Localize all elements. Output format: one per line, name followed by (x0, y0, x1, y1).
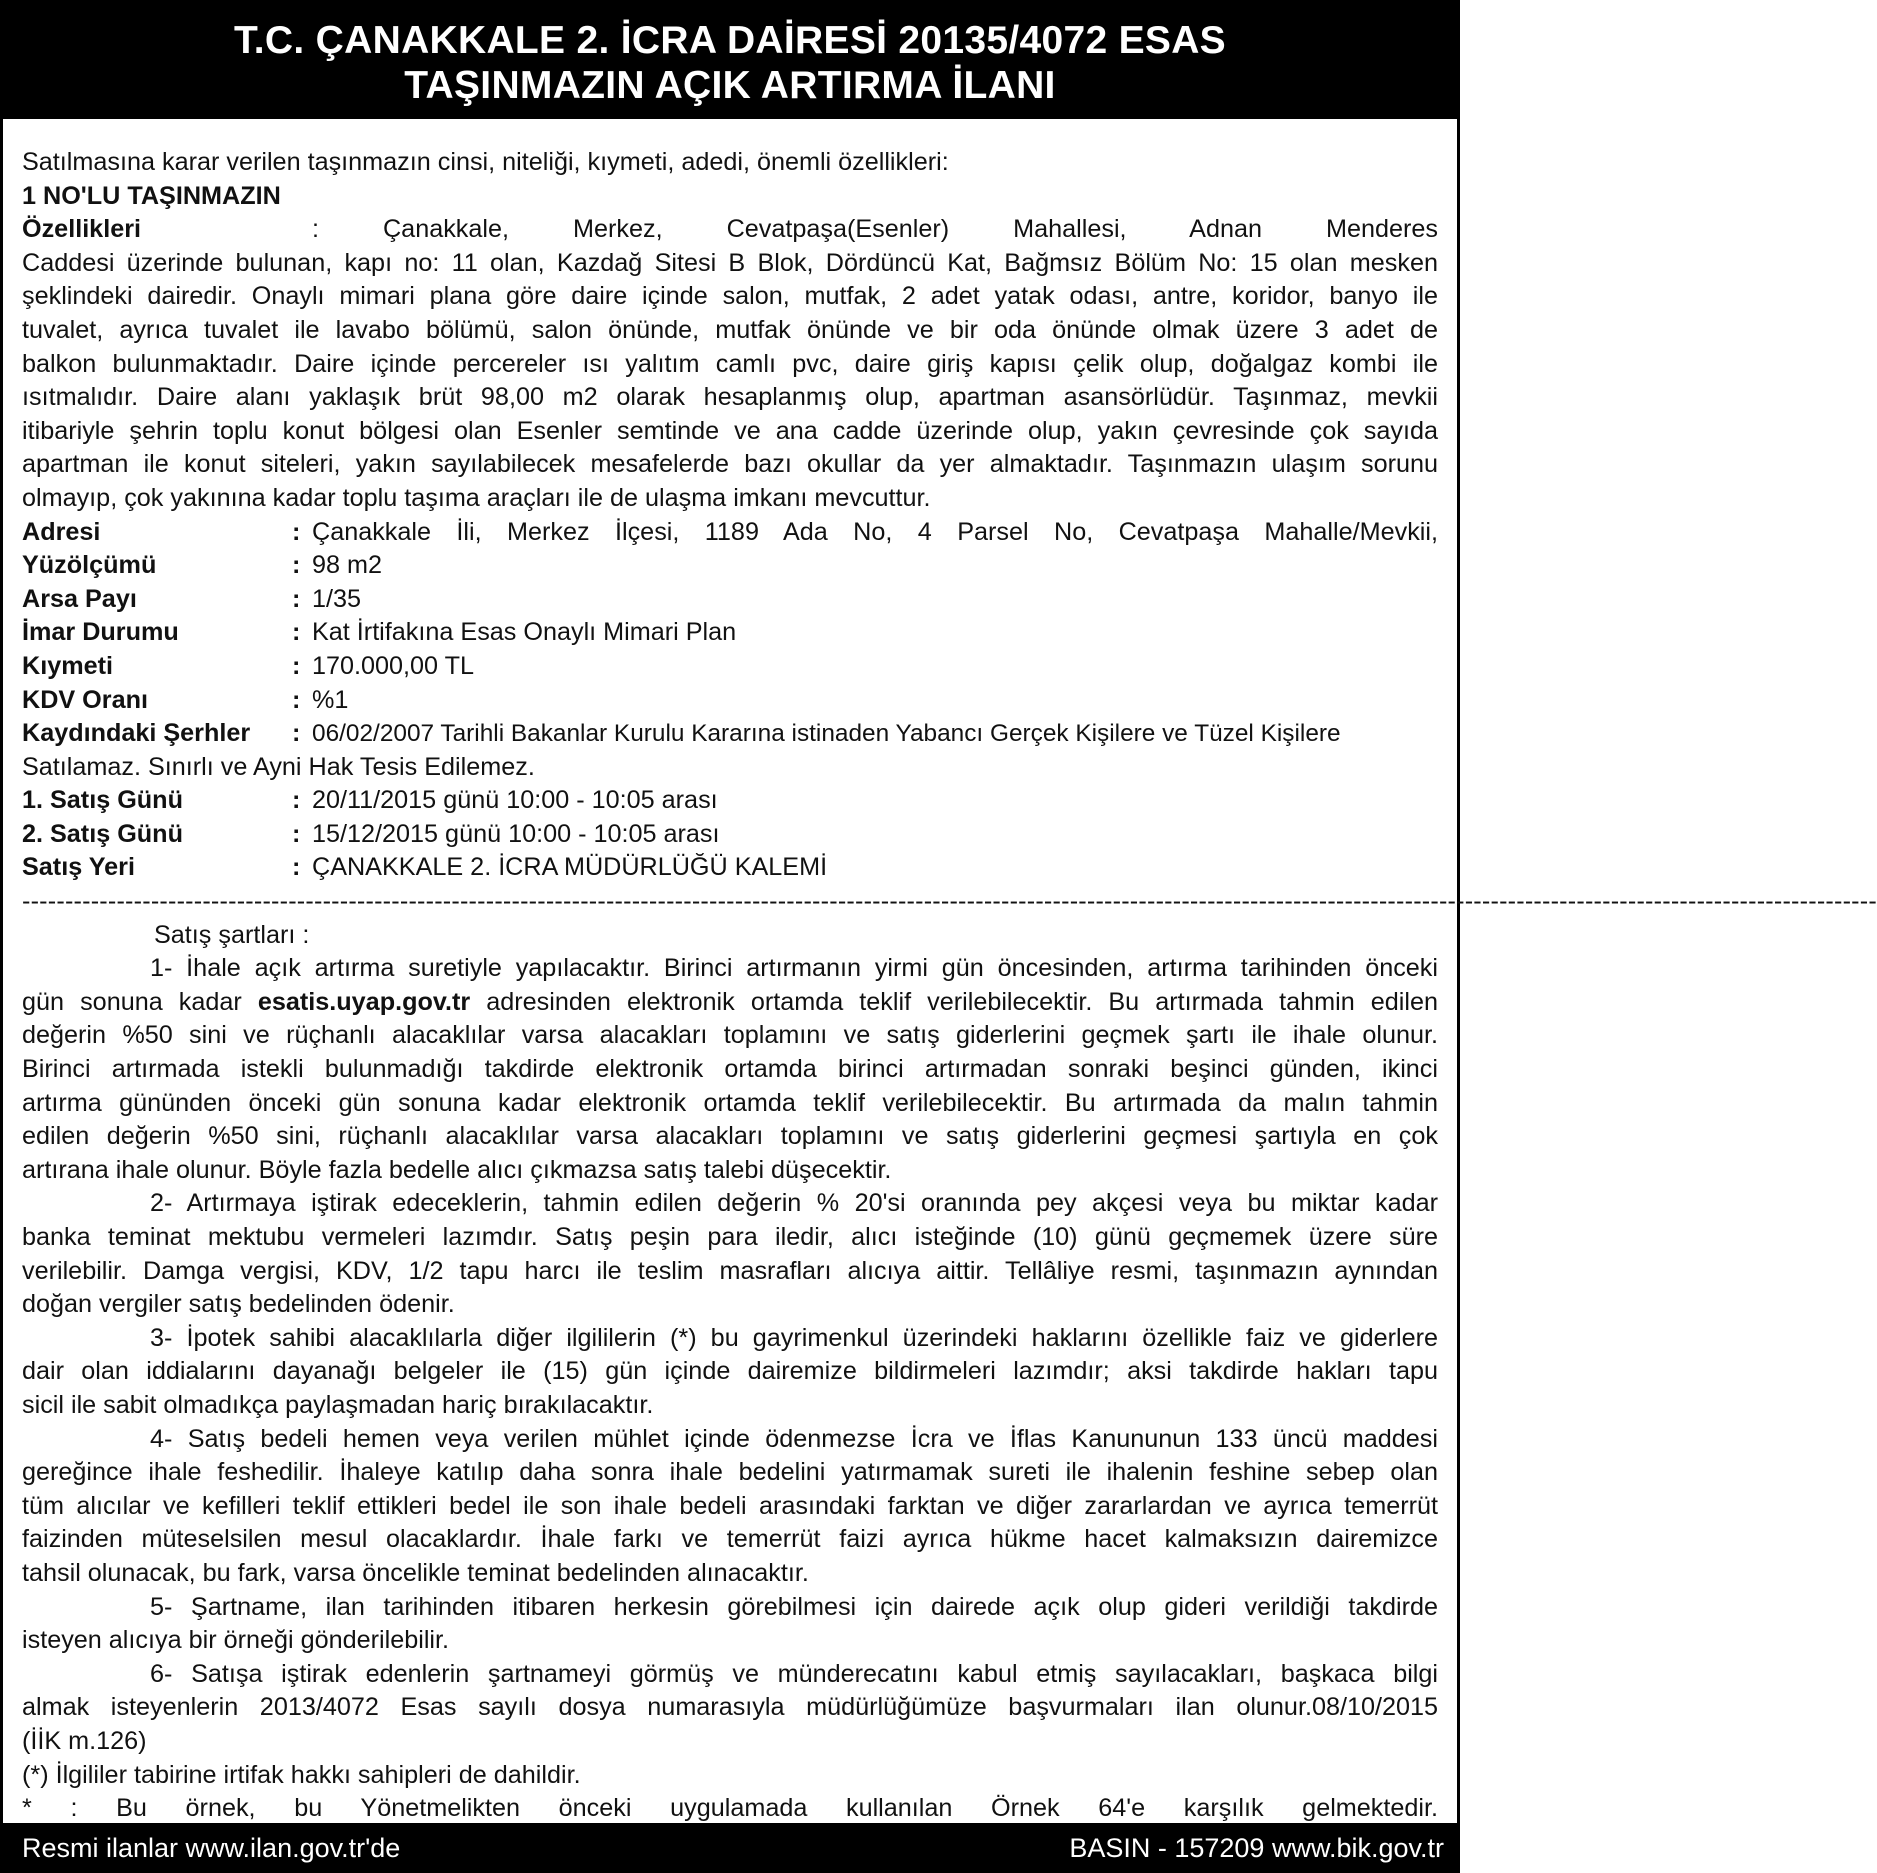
section-divider: ------------------------------------------------------------------------------------------------------------------------------------------------------------------------------------------------------------------------ (22, 887, 1877, 916)
condition-1-line: edilen değerin %50 sini, rüçhanlı alacaklılar varsa alacakları toplamını ve satış giderlerini geçmesi şartıyla en çok (22, 1122, 1438, 1151)
field-zoning (22, 616, 1438, 650)
condition-6-line: (İİK m.126) (22, 1726, 147, 1755)
conditions-title: Satış şartları : (154, 920, 310, 949)
field-sep: : (292, 551, 301, 580)
field-value: 1/35 (312, 584, 362, 613)
condition-5-line: isteyen alıcıya bir örneği gönderilebilir. (22, 1626, 450, 1655)
field-sep: : (292, 786, 301, 815)
field-label: 2. Satış Günü (22, 819, 183, 848)
condition-5-line: 5- Şartname, ilan tarihinden itibaren herkesin görebilmesi için dairede açık olup gideri verildiği takdirde (150, 1592, 1438, 1621)
field-address (22, 516, 1438, 550)
features-line: balkon bulunmaktadır. Daire içinde percereler ısı yalıtım camlı pvc, daire giriş kapısı çelik olup, doğalgaz kombi ile (22, 349, 1438, 378)
field-label: 1. Satış Günü (22, 786, 183, 815)
header-title: T.C. ÇANAKKALE 2. İCRA DAİRESİ 20135/4072 ESAS (234, 19, 1226, 62)
field-value-amount (22, 650, 1438, 684)
features-line: olmayıp, çok yakınına kadar toplu taşıma araçları ile de ulaşma imkanı mevcuttur. (22, 483, 931, 512)
field-sale-day-1 (22, 784, 1438, 818)
field-annotations (22, 717, 1438, 751)
condition-2-line: doğan vergiler satış bedelinden ödenir. (22, 1290, 455, 1319)
condition-2-line: 2- Artırmaya iştirak edeceklerin, tahmin edilen değerin % 20'si oranında pey akçesi veya bu miktar kadar (150, 1189, 1438, 1218)
features-text: : Çanakkale, Merkez, Cevatpaşa(Esenler) Mahallesi, Adnan Menderes (312, 215, 1438, 244)
field-value: 06/02/2007 Tarihli Bakanlar Kurulu Kararına istinaden Yabancı Gerçek Kişilere ve Tüzel Kişilere (312, 720, 1341, 748)
field-label: KDV Oranı (22, 685, 148, 714)
features-line: itibariyle şehrin toplu konut bölgesi olan Esenler semtinde ve ana cadde üzerinde olup, yakın çevresinde çok sayıda (22, 416, 1438, 445)
condition-4-line: 4- Satış bedeli hemen veya verilen mühlet içinde ödenmezse İcra ve İflas Kanununun 133 üncü maddesi (150, 1424, 1438, 1453)
features-line: ısıtmalıdır. Daire alanı yaklaşık brüt 98,00 m2 olarak hesaplanmış olup, apartman asansörlüdür. Taşınmaz, mevkii (22, 383, 1438, 412)
condition-1-line: 1- İhale açık artırma suretiyle yapılacaktır. Birinci artırmanın yirmi gün öncesinden, artırma tarihinden önceki (150, 954, 1438, 983)
field-value: 170.000,00 TL (312, 651, 474, 680)
condition-text: adresinden elektronik ortamda teklif verilebilecektir. Bu artırmada tahmin edilen (470, 987, 1438, 1016)
field-label: Adresi (22, 517, 101, 546)
field-sale-place (22, 851, 1438, 885)
field-vat (22, 684, 1438, 718)
annotations-continued: Satılamaz. Sınırlı ve Ayni Hak Tesis Edilemez. (22, 752, 535, 781)
field-label: İmar Durumu (22, 618, 179, 647)
field-label: Kıymeti (22, 651, 113, 680)
condition-4-line: tahsil olunacak, bu fark, varsa öncelikle teminat bedelinden alınacaktır. (22, 1558, 809, 1587)
field-sale-day-2 (22, 818, 1438, 852)
condition-1-line: değerin %50 sini ve rüçhanlı alacaklılar varsa alacakları toplamını ve satış giderlerini geçmek şartı ile ihale olunur. (22, 1021, 1438, 1050)
condition-text: gün sonuna kadar (22, 987, 258, 1016)
condition-4-line: gereğince ihale feshedilir. İhaleye katılıp daha sonra ihale bedelini yatırmamak sureti ile ihalenin feshine sebep olan (22, 1458, 1438, 1487)
condition-2-line: banka teminat mektubu vermeleri lazımdır. Satış peşin para iledir, alıcı isteğinde (10) günü geçmemek üzere süre (22, 1223, 1438, 1251)
field-value: 20/11/2015 günü 10:00 - 10:05 arası (312, 786, 718, 815)
page-header (0, 0, 1460, 119)
page-footer (0, 1823, 1460, 1873)
condition-4-line: faizinden müteselsilen mesul olacaklardır. İhale farkı ve temerrüt faizi ayrıca hükme hacet kalmaksızın dairemizce (22, 1525, 1438, 1554)
features-line: tuvalet, ayrıca tuvalet ile lavabo bölümü, salon önünde, mutfak önünde ve bir oda önünde olmak üzere 3 adet de (22, 315, 1438, 344)
field-sep: : (292, 618, 301, 647)
field-land-share (22, 583, 1438, 617)
condition-3-line: dair olan iddialarını dayanağı belgeler ile (15) gün içinde dairemize bildirmeleri lazımdır; aksi takdirde hakları tapu (22, 1357, 1438, 1386)
condition-1-line: artırana ihale olunur. Böyle fazla bedelle alıcı çıkmazsa satış talebi düşecektir. (22, 1155, 892, 1184)
field-value: ÇANAKKALE 2. İCRA MÜDÜRLÜĞÜ KALEMİ (312, 853, 828, 882)
field-sep: : (292, 719, 301, 748)
condition-1-line: artırma gününden önceki gün sonuna kadar elektronik ortamda teklif verilebilecektir. Bu artırmada da malın tahmin (22, 1088, 1438, 1117)
features-first-line (22, 213, 1438, 247)
condition-3-line: sicil ile sabit olmadıkça paylaşmadan hariç bırakılacaktır. (22, 1390, 654, 1419)
field-sep: : (292, 651, 301, 680)
field-label: Yüzölçümü (22, 551, 157, 580)
field-value: Kat İrtifakına Esas Onaylı Mimari Plan (312, 618, 737, 647)
field-sep: : (292, 853, 301, 882)
features-line: Caddesi üzerinde bulunan, kapı no: 11 olan, Kazdağ Sitesi B Blok, Dördüncü Kat, Bağmsız Bölüm No: 15 olan mesken (22, 248, 1438, 277)
intro-text: Satılmasına karar verilen taşınmazın cinsi, niteliği, kıymeti, adedi, önemli özellikleri: (22, 148, 949, 176)
field-label: Kaydındaki Şerhler (22, 719, 251, 748)
field-sep: : (292, 819, 301, 848)
footnote-1: (*) İlgililer tabirine irtifak hakkı sahipleri de dahildir. (22, 1760, 581, 1789)
condition-3-line: 3- İpotek sahibi alacaklılarla diğer ilgililerin (*) bu gayrimenkul üzerindeki haklarını özellikle faiz ve giderlere (150, 1323, 1438, 1352)
footer-ilan-link[interactable]: Resmi ilanlar www.ilan.gov.tr'de (22, 1833, 401, 1863)
esatis-link[interactable]: esatis.uyap.gov.tr (257, 987, 471, 1016)
footer-basin-link[interactable]: BASIN - 157209 www.bik.gov.tr (1069, 1833, 1444, 1863)
field-value: Çanakkale İli, Merkez İlçesi, 1189 Ada No, 4 Parsel No, Cevatpaşa Mahalle/Mevkii, (312, 517, 1438, 546)
field-sep: : (292, 685, 301, 714)
field-value: %1 (312, 685, 349, 714)
field-sep: : (292, 517, 301, 546)
footnote-2: * : Bu örnek, bu Yönetmelikten önceki uygulamada kullanılan Örnek 64'e karşılık gelmektedir. (22, 1794, 1438, 1823)
condition-1-line: Birinci artırmada istekli bulunmadığı takdirde elektronik ortamda birinci artırmadan sonraki beşinci günden, ikinci (22, 1055, 1438, 1084)
field-area (22, 549, 1438, 583)
condition-1-line (22, 986, 1438, 1020)
features-label: Özellikleri (22, 215, 142, 244)
field-value: 15/12/2015 günü 10:00 - 10:05 arası (312, 819, 720, 848)
condition-6-line: 6- Satışa iştirak edenlerin şartnameyi görmüş ve münderecatını kabul etmiş sayılacakları, başkaca bilgi (150, 1659, 1438, 1688)
header-subtitle: TAŞINMAZIN AÇIK ARTIRMA İLANI (404, 64, 1056, 107)
announcement-body (22, 146, 1877, 1826)
field-value: 98 m2 (312, 551, 383, 580)
condition-2-line: verilebilir. Damga vergisi, KDV, 1/2 tapu harcı ile teslim masrafları alıcıya aittir. Tellâliye resmi, taşınmazın aynından (22, 1256, 1438, 1285)
field-label: Arsa Payı (22, 584, 137, 613)
condition-6-line: almak isteyenlerin 2013/4072 Esas sayılı dosya numarasıyla müdürlüğümüze başvurmaları ilan olunur.08/10/2015 (22, 1693, 1438, 1722)
field-sep: : (292, 584, 301, 613)
features-line: apartman ile konut siteleri, yakın sayılabilecek mesafelerde bazı okullar da yer almaktadır. Taşınmazın ulaşım sorunu (22, 450, 1438, 479)
property-title: 1 NO'LU TAŞINMAZIN (22, 181, 281, 210)
field-label: Satış Yeri (22, 853, 135, 882)
features-line: şeklindeki dairedir. Onaylı mimari plana göre daire içinde salon, mutfak, 2 adet yatak odası, antre, koridor, banyo ile (22, 282, 1438, 311)
condition-4-line: tüm alıcılar ve kefilleri teklif ettikleri bedel ile son ihale bedeli arasındaki farktan ve diğer zararlardan ve ayrıca temerrüt (22, 1491, 1438, 1520)
